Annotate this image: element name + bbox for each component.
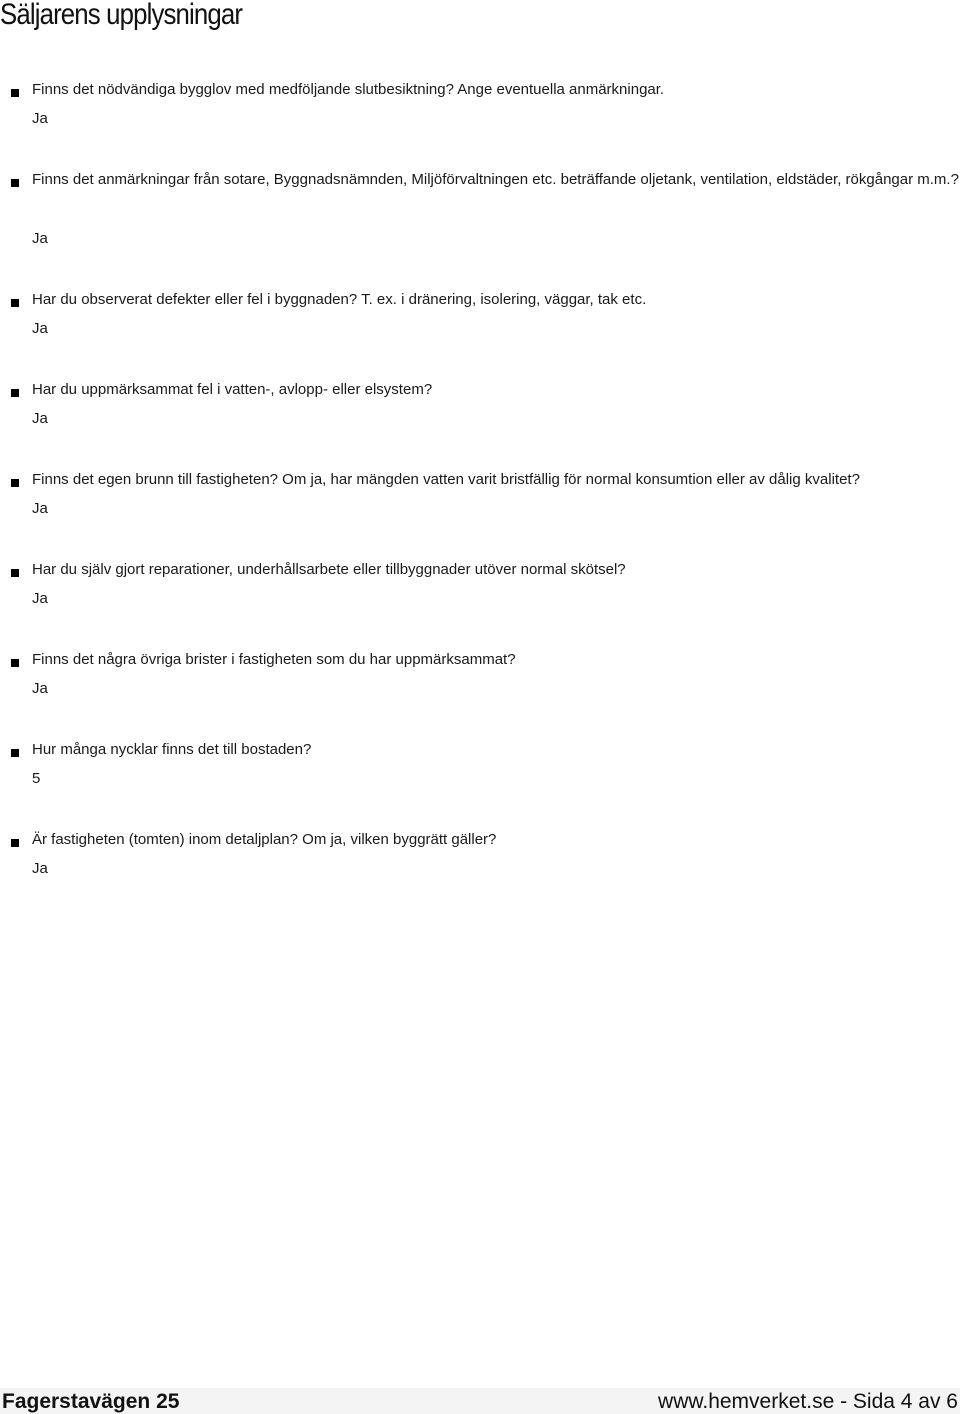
square-bullet-icon (11, 659, 19, 667)
question-text: Har du observerat defekter eller fel i byggnaden? T. ex. i dränering, isolering, väggar, tak etc. (32, 291, 647, 308)
answer-text: Ja (32, 230, 48, 247)
square-bullet-icon (11, 479, 19, 487)
page-title: Säljarens upplysningar (0, 0, 243, 31)
footer-address: Fagerstavägen 25 (2, 1390, 180, 1413)
square-bullet-icon (11, 89, 19, 97)
question-text: Är fastigheten (tomten) inom detaljplan? Om ja, vilken byggrätt gäller? (32, 831, 497, 848)
question-text: Finns det egen brunn till fastigheten? Om ja, har mängden vatten varit bristfällig för normal konsumtion eller av dålig kvalitet? (32, 471, 860, 488)
question-text: Hur många nycklar finns det till bostaden? (32, 741, 312, 758)
question-text: Har du uppmärksammat fel i vatten-, avlopp- eller elsystem? (32, 381, 433, 398)
question-text: Har du själv gjort reparationer, underhållsarbete eller tillbyggnader utöver normal skötsel? (32, 561, 626, 578)
answer-text: Ja (32, 410, 48, 427)
square-bullet-icon (11, 179, 19, 187)
square-bullet-icon (11, 569, 19, 577)
question-text: Finns det anmärkningar från sotare, Byggnadsnämnden, Miljöförvaltningen etc. beträffande oljetank, ventilation, eldstäder, rökgångar m.m.? (32, 171, 959, 188)
answer-text: Ja (32, 590, 48, 607)
page-footer (0, 1388, 960, 1414)
footer-page-info: www.hemverket.se - Sida 4 av 6 (658, 1390, 958, 1413)
answer-text: Ja (32, 860, 48, 877)
answer-text: 5 (32, 770, 41, 787)
question-text: Finns det några övriga brister i fastigheten som du har uppmärksammat? (32, 651, 516, 668)
question-text: Finns det nödvändiga bygglov med medföljande slutbesiktning? Ange eventuella anmärkningar. (32, 81, 665, 98)
square-bullet-icon (11, 389, 19, 397)
square-bullet-icon (11, 299, 19, 307)
answer-text: Ja (32, 320, 48, 337)
square-bullet-icon (11, 839, 19, 847)
answer-text: Ja (32, 500, 48, 517)
square-bullet-icon (11, 749, 19, 757)
answer-text: Ja (32, 110, 48, 127)
answer-text: Ja (32, 680, 48, 697)
